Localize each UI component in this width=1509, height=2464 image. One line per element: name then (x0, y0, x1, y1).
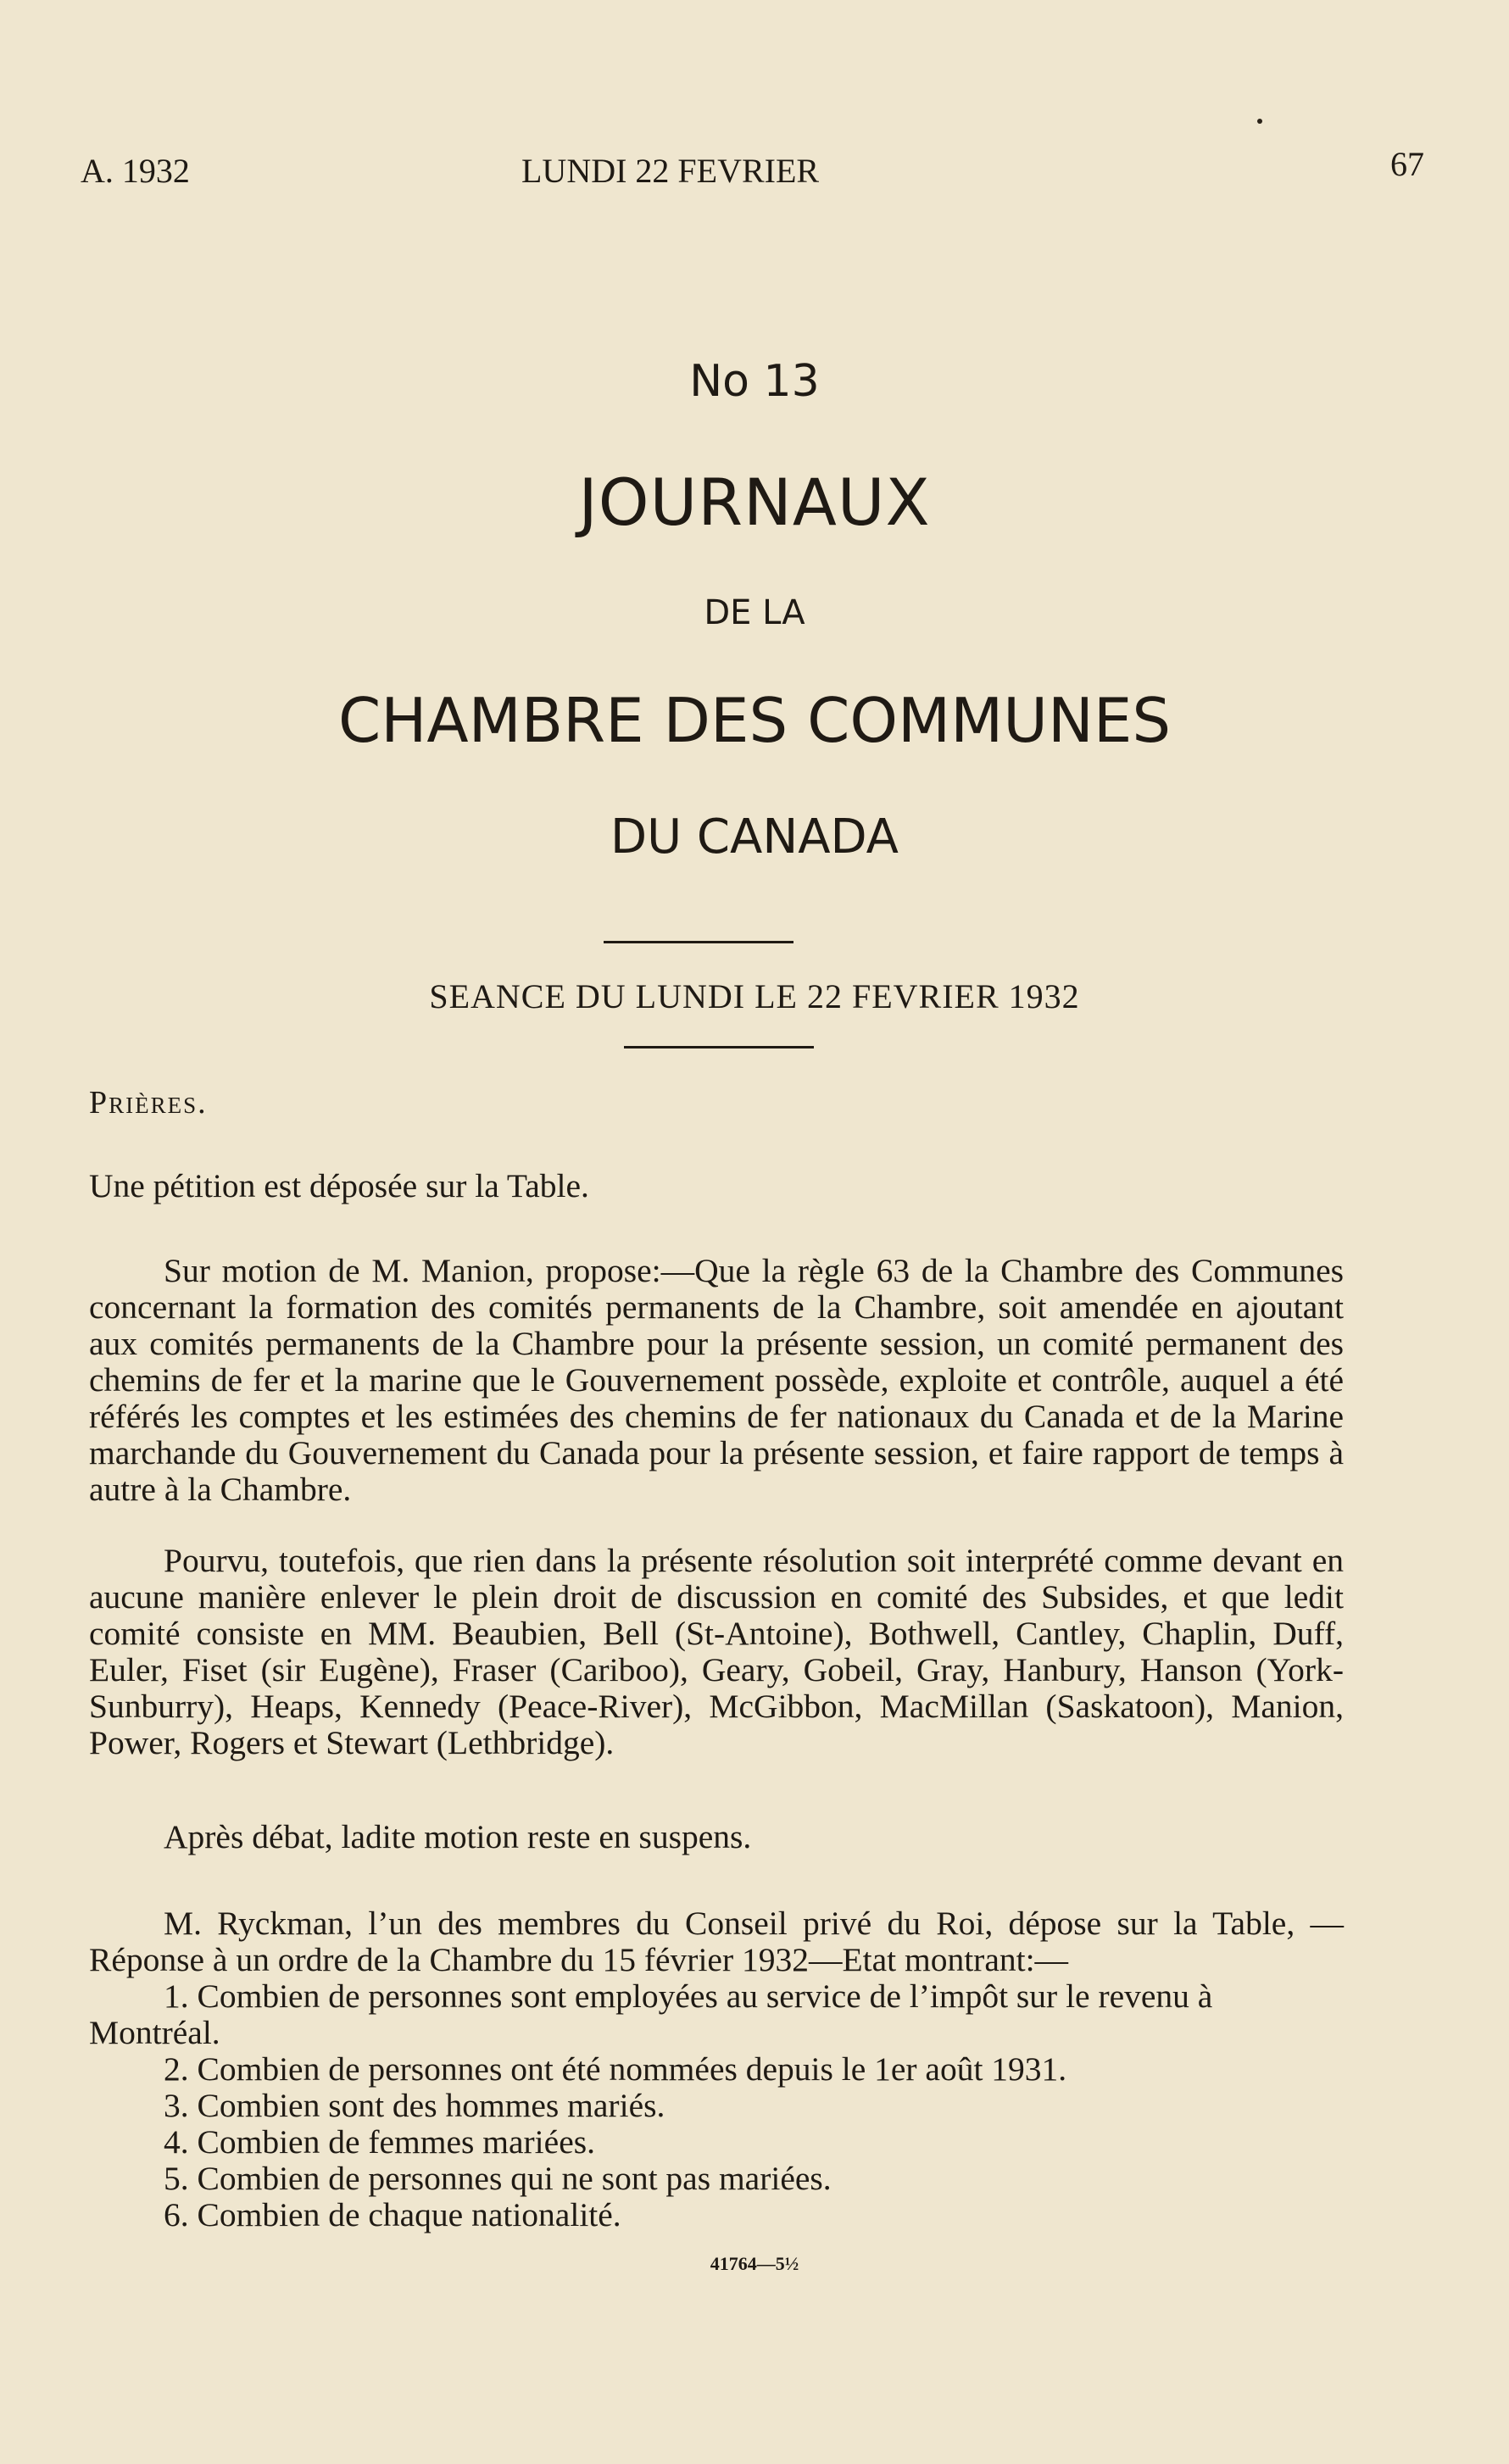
item-text: Combien de personnes sont employées au service de l’impôt sur le revenu à Montréal. (89, 1977, 1213, 2051)
item-text: Combien de personnes ont été nommées depuis le 1er août 1931. (197, 2050, 1067, 2088)
list-item (89, 2161, 1344, 2197)
ryckman-paragraph: M. Ryckman, l’un des membres du Conseil privé du Roi, dépose sur la Table, —Réponse à un ordre de la Chambre du 15 février 1932—Etat montrant:— (89, 1905, 1344, 1978)
list-item (89, 2088, 1344, 2124)
item-text: Combien de femmes mariées. (197, 2123, 595, 2161)
divider-top (604, 941, 793, 943)
item-text: Combien de personnes qui ne sont pas mariées. (197, 2160, 832, 2197)
item-number: 1. (164, 1977, 189, 2015)
proviso-paragraph: Pourvu, toutefois, que rien dans la présente résolution soit interprété comme devant en aucune manière enlever le plein droit de discussion en comité des Subsides, et que ledit comité consiste en MM. Beaubien, Bell (St-Antoine), Bothwell, Cantley, Chaplin, Duff, Euler, Fiset (sir Eugène), Fraser (Cariboo), Geary, Gobeil, Gray, Hanbury, Hanson (York-Sunburry), Heaps, Kennedy (Peace-River), McGibbon, MacMillan (Saskatoon), Manion, Power, Rogers et Stewart (Lethbridge). (89, 1542, 1344, 1761)
print-speck (1257, 119, 1262, 124)
sitting-heading: SEANCE DU LUNDI LE 22 FEVRIER 1932 (429, 977, 1080, 1015)
journal-title: JOURNAUX (578, 464, 931, 540)
session-year: A. 1932 (81, 152, 190, 190)
questions-list (89, 1978, 1344, 2233)
item-number: 5. (164, 2160, 189, 2197)
page-number: 67 (1390, 145, 1424, 183)
petition-paragraph: Une pétition est déposée sur la Table. (89, 1167, 589, 1204)
item-number: 3. (164, 2087, 189, 2124)
item-number: 6. (164, 2196, 189, 2233)
country-name: DU CANADA (610, 809, 899, 865)
issue-number: No 13 (689, 356, 820, 407)
debate-paragraph: Après débat, ladite motion reste en suspens. (164, 1818, 752, 1855)
printer-signature: 41764—5½ (710, 2253, 799, 2274)
list-item (89, 1978, 1344, 2051)
prayers-heading: Prières. (89, 1085, 208, 1121)
running-head-date: LUNDI 22 FEVRIER (521, 152, 820, 190)
item-text: Combien de chaque nationalité. (197, 2196, 621, 2233)
house-name: CHAMBRE DES COMMUNES (337, 685, 1172, 756)
item-text: Combien sont des hommes mariés. (197, 2087, 665, 2124)
title-connector: DE LA (704, 593, 805, 632)
list-item (89, 2051, 1344, 2088)
item-number: 4. (164, 2123, 189, 2161)
list-item (89, 2124, 1344, 2161)
running-head (81, 145, 1424, 202)
list-item (89, 2197, 1344, 2233)
motion-paragraph: Sur motion de M. Manion, propose:—Que la règle 63 de la Chambre des Communes concernant la formation des comités permanents de la Chambre, soit amendée en ajoutant aux comités permanents de la Chambre pour la présente session, un comité permanent des chemins de fer et la marine que le Gouvernement possède, exploite et contrôle, auquel a été référés les comptes et les estimées des chemins de fer nationaux du Canada et de la Marine marchande du Gouvernement du Canada pour la présente session, et faire rapport de temps à autre à la Chambre. (89, 1252, 1344, 1508)
item-number: 2. (164, 2050, 189, 2088)
divider-bottom (624, 1046, 814, 1048)
